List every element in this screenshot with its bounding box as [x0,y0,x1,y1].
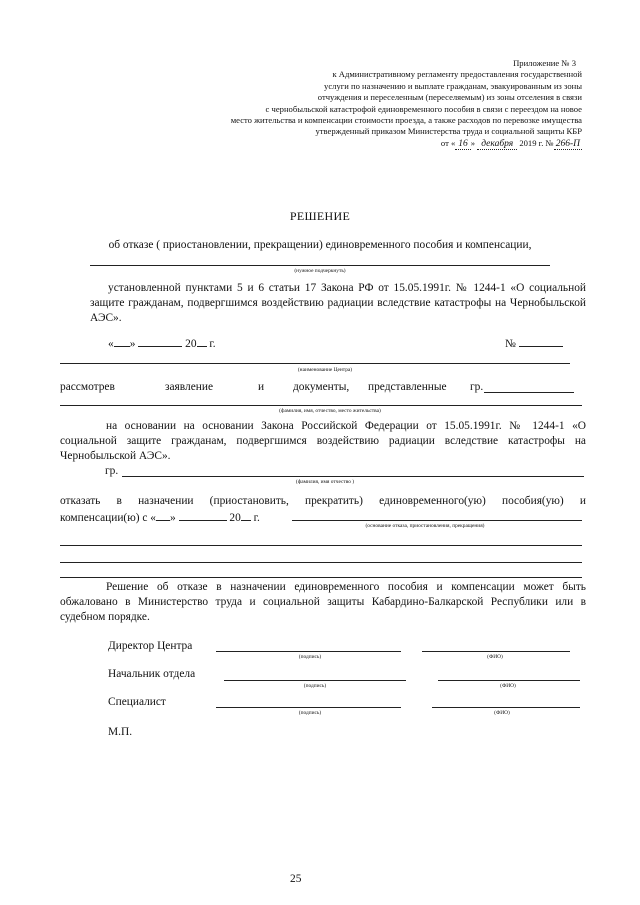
handwritten-number: 266-П [555,138,580,149]
refuse-year-field[interactable] [241,509,251,521]
caption-underline: (нужное подчеркнуть) [294,268,346,274]
month-field[interactable] [138,335,182,347]
refusal-type-field[interactable] [90,265,550,266]
considered-w1: рассмотрев [60,381,115,393]
appendix-line: утвержденный приказом Министерства труда и социальной защиты КБР [315,126,582,137]
appeal-paragraph: Решение об отказе в назначении единовременного пособия и компенсации может быть обжаловано в Министерство труда и социальной защиты Кабардино-Балкарской Республики или в судебном порядке. [60,581,586,623]
page-number: 25 [290,873,302,885]
caption-reason: (основание отказа, приостановления, прекращения) [365,523,485,529]
signature-role-director: Директор Центра [108,640,193,652]
refuse-line-2: компенсации(ю) с « » 20 г. [60,509,260,526]
considered-w2: заявление [165,381,214,393]
center-name-field[interactable] [60,363,570,364]
caption-fio-short: (ФИО) [500,683,516,689]
caption-signature: (подпись) [303,683,327,689]
signature-role-head: Начальник отдела [108,668,196,680]
head-signature-field[interactable] [224,680,406,681]
director-fio-field[interactable] [422,651,570,652]
stamp-place: М.П. [108,726,133,738]
considered-w3: и [258,381,265,393]
considered-w5: представленные [368,381,447,393]
basis-paragraph: установленной пунктами 5 и 6 статьи 17 Закона РФ от 15.05.1991г. № 1244-1 «О социальной защите гражданам, подвергшимся воздействию радиации вследствие катастрофы на Чернобыльской АЭС». [90,282,586,324]
handwritten-month: декабря [477,139,517,150]
law-basis-paragraph: на основании на основании Закона Российской Федерации от 15.05.1991г. № 1244-1 «О социальной защите гражданам, подвергшимся воздействию радиации вследствие катастрофы на Чернобыльской АЭС». [60,420,586,462]
appendix-date: от « 16 » декабря 2019 г. № 266-П [440,137,580,149]
decision-number: № [505,335,563,352]
fio-address-field[interactable] [60,405,582,406]
day-field[interactable] [114,335,130,347]
considered-w6: гр. [470,381,484,393]
citizen-field[interactable] [484,392,574,393]
specialist-fio-field[interactable] [432,707,580,708]
caption-signature: (подпись) [298,654,322,660]
citizen-label: гр. [105,465,119,477]
handwritten-day: 16 [455,139,471,150]
refuse-day-field[interactable] [156,509,170,521]
decision-date: « » 20 г. [108,335,216,352]
caption-fio-short: (ФИО) [487,654,503,660]
document-title: РЕШЕНИЕ [289,209,351,223]
head-fio-field[interactable] [438,680,580,681]
refuse-line-1: отказать в назначении (приостановить, прекратить) единовременного(ую) пособия(ую) и [60,495,586,507]
appendix-line: Приложение № 3 [513,58,576,68]
number-field[interactable] [519,335,563,347]
appendix-line: услуги по назначению и выплате гражданам, эвакуированным из зоны [324,80,582,91]
reason-line-3[interactable] [60,577,582,578]
document-subtitle: об отказе ( приостановлении, прекращении) единовременного пособия и компенсации, [108,239,532,251]
appendix-line: место жительства и компенсации стоимости проезда, а также расходов по перевозке имущества [230,115,582,126]
appendix-line: отчуждения и переселенным (переселяемым) из зоны отселения в связи [317,92,582,103]
reason-line-1[interactable] [60,545,582,546]
caption-signature: (подпись) [298,710,322,716]
caption-fio: (фамилия, имя отчество ) [295,479,355,485]
caption-fio-address: (фамилия, имя, отчество, место жительства) [279,408,381,414]
caption-fio-short: (ФИО) [494,710,510,716]
year-field[interactable] [197,335,207,347]
specialist-signature-field[interactable] [216,707,401,708]
appendix-line: с чернобыльской катастрофой единовременного пособия в связи с переездом на новое [265,103,582,114]
considered-w4: документы, [293,381,350,393]
appendix-header [162,58,582,150]
refuse-month-field[interactable] [179,509,227,521]
reason-field[interactable] [292,520,582,521]
citizen-name-field[interactable] [122,476,584,477]
caption-center-name: (наименование Центра) [297,367,353,373]
director-signature-field[interactable] [216,651,401,652]
reason-line-2[interactable] [60,562,582,563]
appendix-line: к Административному регламенту предоставления государственной [332,69,582,80]
signature-role-specialist: Специалист [108,696,166,708]
